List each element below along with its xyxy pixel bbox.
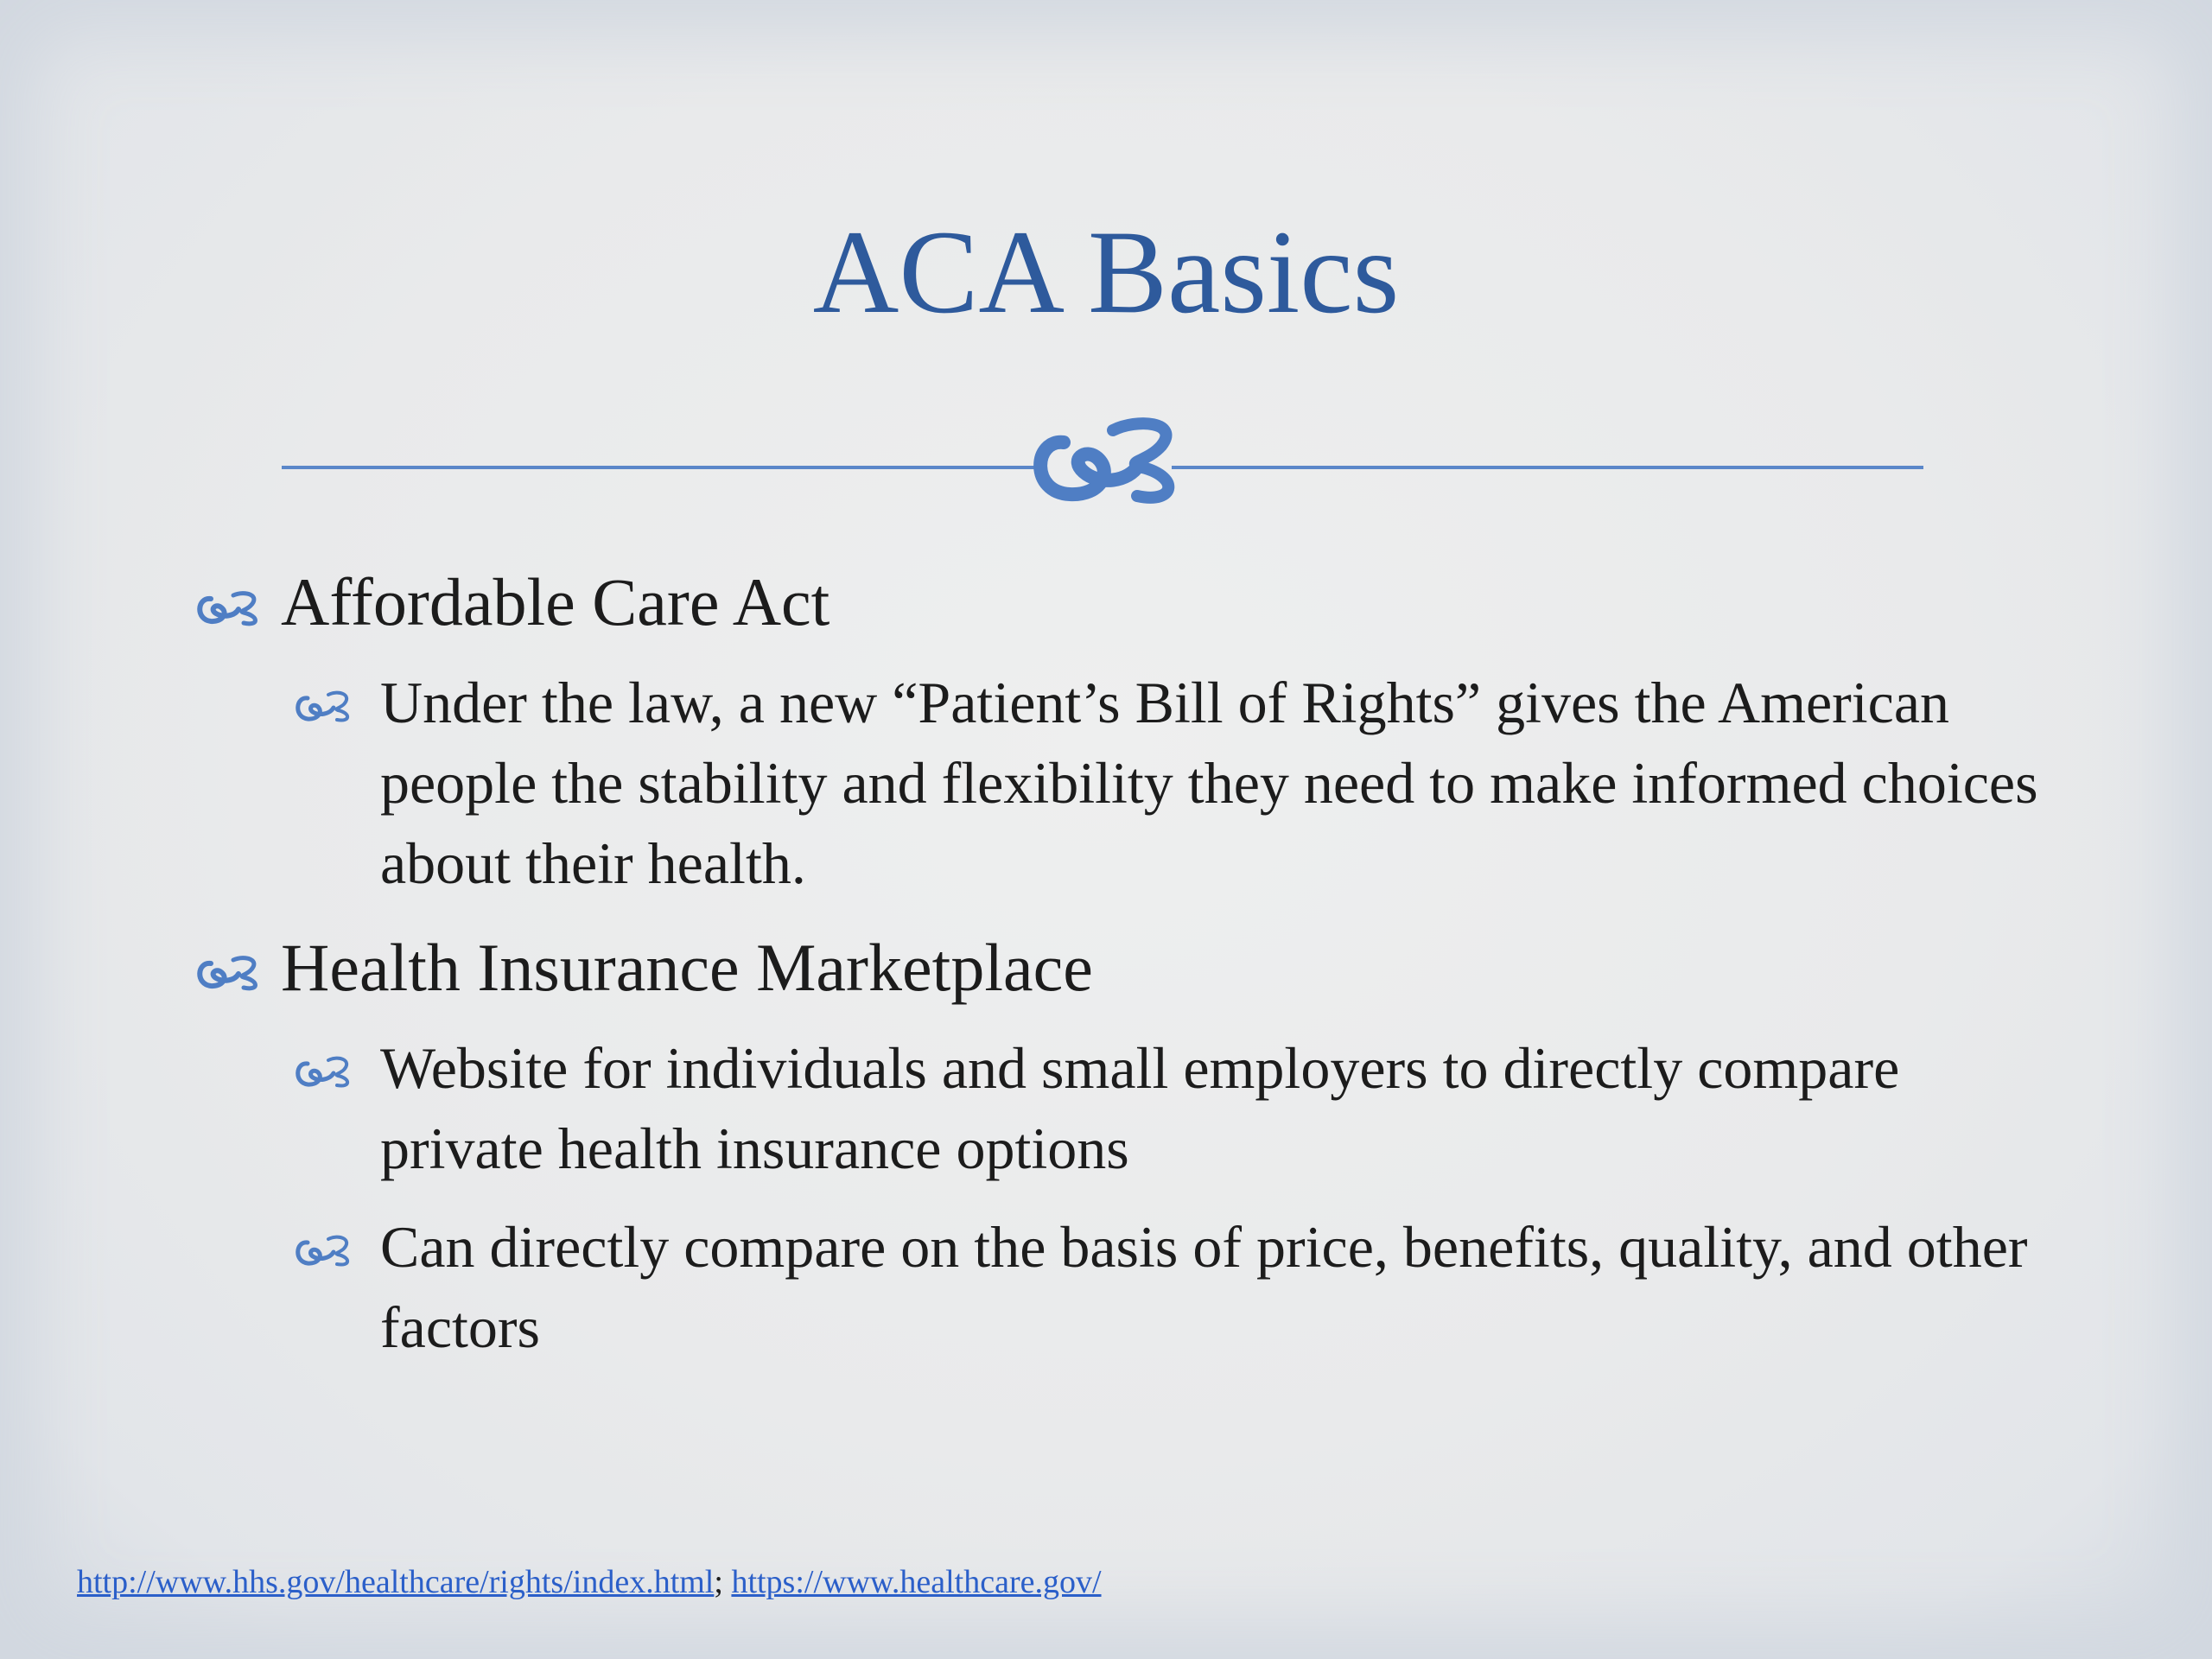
flourish-bullet-icon [292, 686, 354, 726]
hhs-rights-link[interactable]: http://www.hhs.gov/healthcare/rights/index.html [77, 1564, 715, 1600]
bullet-level1-aca: Affordable Care Act [281, 564, 830, 639]
slide-title: ACA Basics [812, 206, 1400, 338]
bullet-level2-compare: Can directly compare on the basis of price, benefits, quality, and other factors [380, 1214, 2028, 1360]
bullet-level2-bill-of-rights: Under the law, a new “Patient’s Bill of Rights” gives the American people the stability and flexibility they need to make informed choices about their health. [380, 670, 2038, 896]
bullet-level1-marketplace: Health Insurance Marketplace [281, 930, 1093, 1005]
footer-separator: ; [714, 1564, 723, 1600]
healthcare-gov-link[interactable]: https://www.healthcare.gov/ [731, 1564, 1102, 1600]
flourish-bullet-icon [192, 585, 263, 628]
flourish-bullet-icon [292, 1052, 354, 1091]
flourish-bullet-icon [192, 950, 263, 993]
bullet-level2-website: Website for individuals and small employers to directly compare private health insurance options [380, 1035, 1900, 1181]
source-footer [77, 1560, 1102, 1604]
flourish-bullet-icon [292, 1230, 354, 1270]
